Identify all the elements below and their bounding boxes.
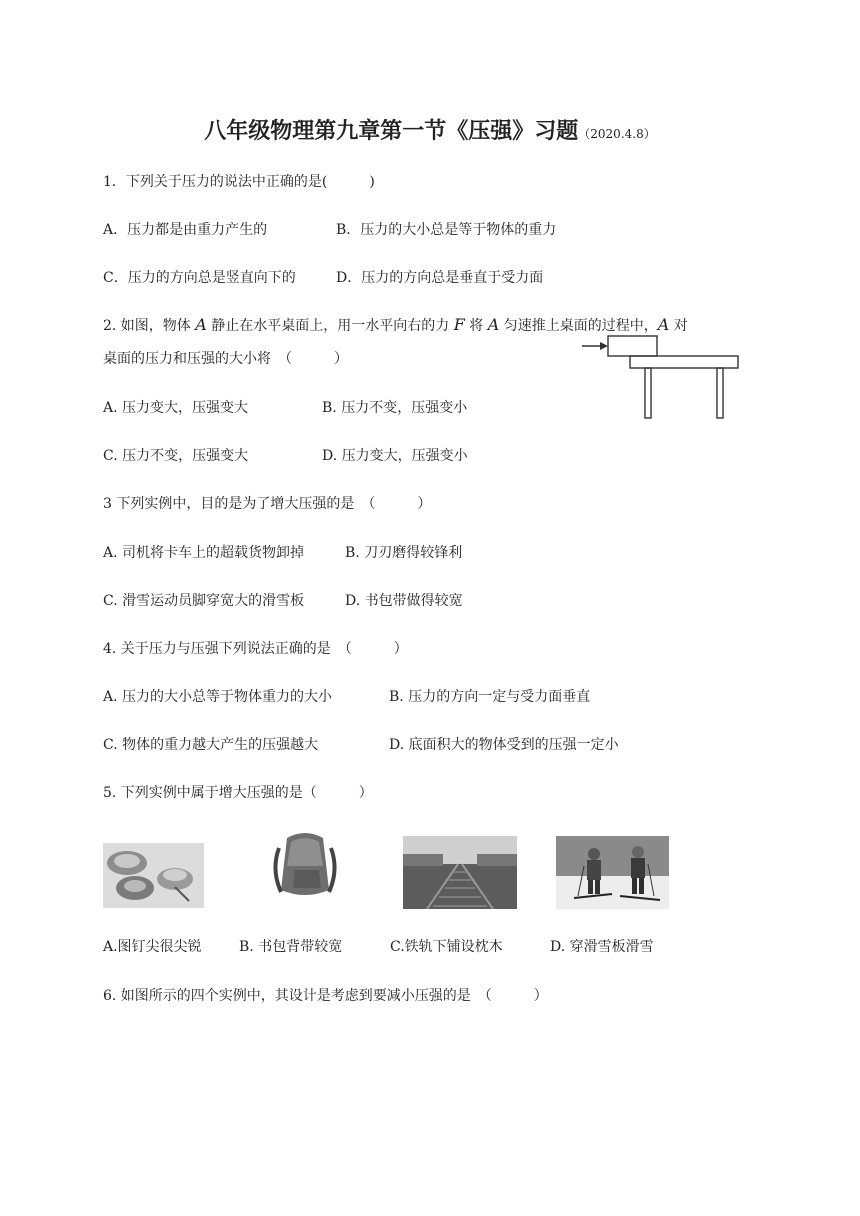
q5-option-c: C.铁轨下铺设枕木	[390, 939, 503, 955]
q3-stem: 3 下列实例中，目的是为了增大压强的是 （ ）	[103, 496, 432, 512]
arrow-head-icon	[600, 342, 608, 350]
table-leg-right	[717, 368, 723, 418]
q4-stem: 4. 关于压力与压强下列说法正确的是 （ ）	[103, 641, 408, 657]
q3-option-c: C. 滑雪运动员脚穿宽大的滑雪板	[103, 593, 305, 609]
railway-photo	[403, 836, 517, 909]
q5-option-a: A.图钉尖很尖锐	[103, 939, 202, 955]
var-f: F	[453, 315, 465, 334]
q2-option-d: D. 压力变大，压强变小	[322, 448, 468, 464]
skiing-photo	[556, 836, 669, 909]
q2-stem-line1: 2. 如图，物体 A 静止在水平桌面上，用一水平向右的力 F 将 A 匀速推上桌面的过程中，A 对	[103, 315, 688, 334]
q1-option-d: D．压力的方向总是垂直于受力面	[336, 270, 544, 286]
table-leg-left	[645, 368, 651, 418]
page-title	[0, 114, 860, 145]
table-top	[630, 356, 738, 368]
block-a-shape	[608, 336, 657, 356]
q3-option-b: B. 刀刃磨得较锋利	[345, 545, 463, 561]
q5-stem: 5. 下列实例中属于增大压强的是（ ）	[103, 785, 373, 801]
q1-stem: 1．下列关于压力的说法中正确的是( )	[103, 174, 375, 190]
q1-option-a: A．压力都是由重力产生的	[103, 222, 268, 238]
thumbtacks-photo	[103, 843, 204, 908]
backpack-photo	[265, 826, 345, 906]
q4-option-d: D. 底面积大的物体受到的压强一定小	[389, 737, 619, 753]
q2-stem-line2: 桌面的压力和压强的大小将 （ ）	[103, 351, 348, 367]
q1-option-c: C．压力的方向总是竖直向下的	[103, 270, 296, 286]
var-a: A	[195, 315, 207, 334]
q5-option-b: B. 书包背带较宽	[239, 939, 343, 955]
title-date: （2020.4.8）	[578, 127, 656, 141]
var-a: A	[487, 315, 500, 334]
q1-option-b: B．压力的大小总是等于物体的重力	[336, 222, 557, 238]
q2-option-b: B. 压力不变，压强变小	[322, 400, 468, 416]
q4-option-a: A. 压力的大小总等于物体重力的大小	[103, 689, 333, 705]
q3-option-d: D. 书包带做得较宽	[345, 593, 463, 609]
q5-option-d: D. 穿滑雪板滑雪	[550, 939, 654, 955]
var-a: A	[657, 315, 670, 334]
table-block-figure	[578, 330, 748, 425]
q4-option-c: C. 物体的重力越大产生的压强越大	[103, 737, 319, 753]
q4-option-b: B. 压力的方向一定与受力面垂直	[389, 689, 591, 705]
q3-option-a: A. 司机将卡车上的超载货物卸掉	[103, 545, 305, 561]
title-main: 八年级物理第九章第一节《压强》习题	[204, 118, 579, 144]
q2-option-a: A. 压力变大，压强变大	[103, 400, 249, 416]
q6-stem: 6. 如图所示的四个实例中，其设计是考虑到要减小压强的是 （ ）	[103, 988, 548, 1004]
q2-option-c: C. 压力不变，压强变大	[103, 448, 249, 464]
